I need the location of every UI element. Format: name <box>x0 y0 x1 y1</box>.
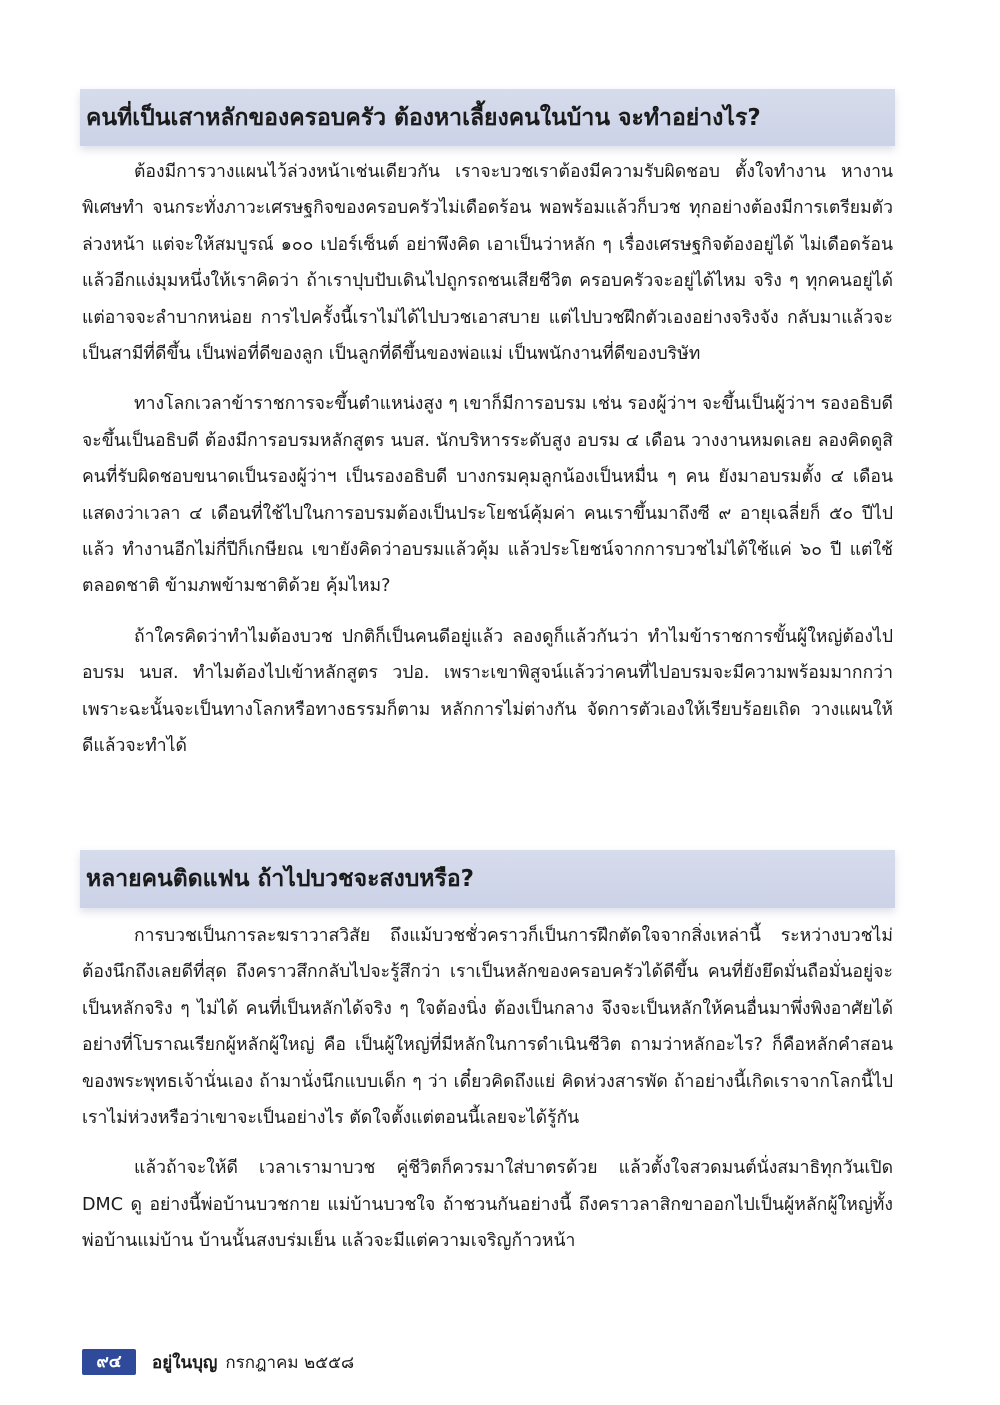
section-body <box>82 918 893 1274</box>
section-heading: หลายคนติดแฟน ถ้าไปบวชจะสงบหรือ? <box>86 866 474 892</box>
section-heading: คนที่เป็นเสาหลักของครอบครัว ต้องหาเลี้ยงคนในบ้าน จะทำอย่างไร? <box>86 104 761 131</box>
page-number-badge: ๙๔ <box>82 1349 136 1375</box>
paragraph: ทางโลกเวลาข้าราชการจะขึ้นตำแหน่งสูง ๆ เขาก็มีการอบรม เช่น รองผู้ว่าฯ จะขึ้นเป็นผู้ว่าฯ รองอธิบดีจะขึ้นเป็นอธิบดี ต้องมีการอบรมหลักสูตร นบส. นักบริหารระดับสูง อบรม ๔ เดือน วางงานหมดเลย ลองคิดดูสิคนที่รับผิดชอบขนาดเป็นรองผู้ว่าฯ เป็นรองอธิบดี บางกรมคุมลูกน้องเป็นหมื่น ๆ คน ยังมาอบรมตั้ง ๔ เดือน แสดงว่าเวลา ๔ เดือนที่ใช้ไปในการอบรมต้องเป็นประโยชน์คุ้มค่า คนเราขึ้นมาถึงซี ๙ อายุเฉลี่ยก็ ๕๐ ปีไปแล้ว ทำงานอีกไม่กี่ปีก็เกษียณ เขายังคิดว่าอบรมแล้วคุ้ม แล้วประโยชน์จากการบวชไม่ได้ใช้แค่ ๖๐ ปี แต่ใช้ตลอดชาติ ข้ามภพข้ามชาติด้วย คุ้มไหม? <box>82 394 893 597</box>
magazine-title: อยู่ในบุญ <box>152 1352 218 1373</box>
issue-date: กรกฎาคม ๒๕๕๘ <box>225 1352 355 1373</box>
paragraph: ถ้าใครคิดว่าทำไมต้องบวช ปกติก็เป็นคนดีอยู่แล้ว ลองดูก็แล้วกันว่า ทำไมข้าราชการขั้นผู้ใหญ่ต้องไปอบรม นบส. ทำไมต้องไปเข้าหลักสูตร วปอ. เพราะเขาพิสูจน์แล้วว่าคนที่ไปอบรมจะมีความพร้อมมากกว่า เพราะฉะนั้นจะเป็นทางโลกหรือทางธรรมก็ตาม หลักการไม่ต่างกัน จัดการตัวเองให้เรียบร้อยเถิด วางแผนให้ดีแล้วจะทำได้ <box>82 626 893 757</box>
section-heading-band <box>80 850 895 908</box>
paragraph: แล้วถ้าจะให้ดี เวลาเรามาบวช คู่ชีวิตก็ควรมาใส่บาตรด้วย แล้วตั้งใจสวดมนต์นั่งสมาธิทุกวันเปิด DMC ดู อย่างนี้พ่อบ้านบวชกาย แม่บ้านบวชใจ ถ้าชวนกันอย่างนี้ ถึงคราวลาสิกขาออกไปเป็นผู้หลักผู้ใหญ่ทั้งพ่อบ้านแม่บ้าน บ้านนั้นสงบร่มเย็น แล้วจะมีแต่ความเจริญก้าวหน้า <box>82 1158 893 1252</box>
paragraph: ต้องมีการวางแผนไว้ล่วงหน้าเช่นเดียวกัน เราจะบวชเราต้องมีความรับผิดชอบ ตั้งใจทำงาน หางานพิเศษทำ จนกระทั่งภาวะเศรษฐกิจของครอบครัวไม่เดือดร้อน พอพร้อมแล้วก็บวช ทุกอย่างต้องมีการเตรียมตัวล่วงหน้า แต่จะให้สมบูรณ์ ๑๐๐ เปอร์เซ็นต์ อย่าพึงคิด เอาเป็นว่าหลัก ๆ เรื่องเศรษฐกิจต้องอยู่ได้ ไม่เดือดร้อน แล้วอีกแง่มุมหนึ่งให้เราคิดว่า ถ้าเราปุบปับเดินไปถูกรถชนเสียชีวิต ครอบครัวจะอยู่ได้ไหม จริง ๆ ทุกคนอยู่ได้ แต่อาจจะลำบากหน่อย การไปครั้งนี้เราไม่ได้ไปบวชเอาสบาย แต่ไปบวชฝึกตัวเองอย่างจริงจัง กลับมาแล้วจะเป็นสามีที่ดีขึ้น เป็นพ่อที่ดีของลูก เป็นลูกที่ดีขึ้นของพ่อแม่ เป็นพนักงานที่ดีของบริษัท <box>82 162 893 365</box>
section-body <box>82 154 893 779</box>
section-heading-band <box>80 89 895 146</box>
paragraph: การบวชเป็นการละฆราวาสวิสัย ถึงแม้บวชชั่วคราวก็เป็นการฝึกตัดใจจากสิ่งเหล่านี้ ระหว่างบวชไม่ต้องนึกถึงเลยดีที่สุด ถึงคราวสึกกลับไปจะรู้สึกว่า เราเป็นหลักของครอบครัวได้ดีขึ้น คนที่ยังยึดมั่นถือมั่นอยู่จะเป็นหลักจริง ๆ ไม่ได้ คนที่เป็นหลักได้จริง ๆ ใจต้องนิ่ง ต้องเป็นกลาง จึงจะเป็นหลักให้คนอื่นมาพึ่งพิงอาศัยได้ อย่างที่โบราณเรียกผู้หลักผู้ใหญ่ คือ เป็นผู้ใหญ่ที่มีหลักในการดำเนินชีวิต ถามว่าหลักอะไร? ก็คือหลักคำสอนของพระพุทธเจ้านั่นเอง ถ้ามานั่งนึกแบบเด็ก ๆ ว่า เดี๋ยวคิดถึงแย่ คิดห่วงสารพัด ถ้าอย่างนี้เกิดเราจากโลกนี้ไป เราไม่ห่วงหรือว่าเขาจะเป็นอย่างไร ตัดใจตั้งแต่ตอนนี้เลยจะได้รู้กัน <box>82 926 893 1129</box>
page-footer <box>82 1347 354 1377</box>
